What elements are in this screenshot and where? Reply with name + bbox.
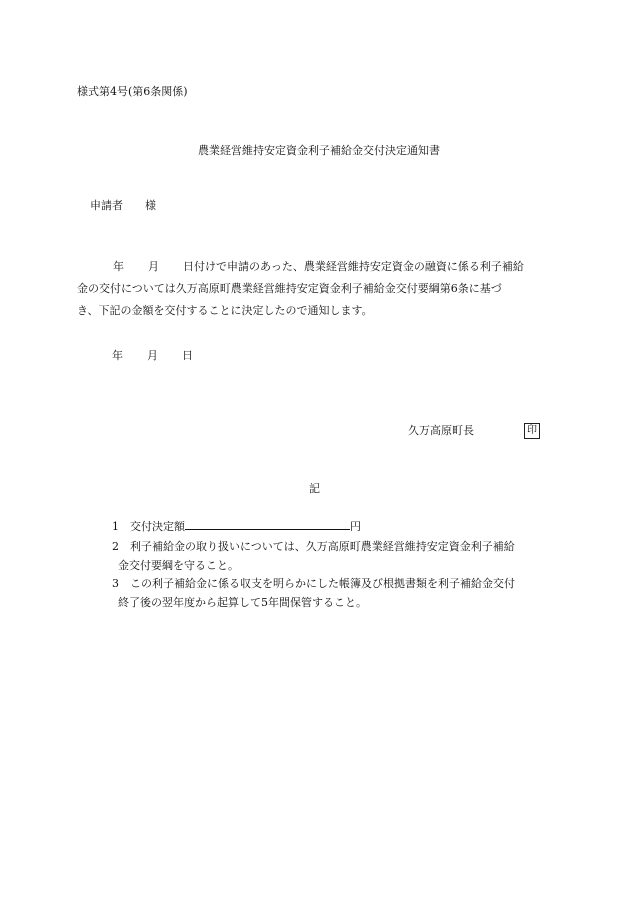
applicant-line — [90, 200, 156, 211]
item-3-line-2: 終了後の翌年度から起算して5年間保管すること。 — [118, 596, 367, 609]
item-2 — [112, 541, 515, 571]
signer-title: 久万高原町長 — [408, 424, 474, 437]
item-2-number: 2 — [112, 540, 119, 553]
item-3-line-1: この利子補給金に係る収支を明らかにした帳簿及び根拠書類を利子補給金交付 — [130, 577, 515, 590]
item-3 — [112, 578, 515, 608]
ki-heading: 記 — [309, 482, 320, 495]
item-1-label: 交付決定額 — [130, 520, 185, 533]
body-line-3: き、下記の金額を交付することに決定したので通知します。 — [77, 304, 373, 317]
body-line-1 — [77, 256, 557, 278]
amount-blank-line — [185, 519, 350, 530]
notice-date — [112, 350, 193, 361]
body-month: 月 — [148, 260, 159, 273]
date-day: 日 — [182, 349, 193, 362]
body-line-2: 金の交付については久万高原町農業経営維持安定資金利子補給金交付要綱第6条に基づ — [77, 282, 502, 295]
item-2-line-1: 利子補給金の取り扱いについては、久万高原町農業経営維持安定資金利子補給 — [130, 540, 515, 553]
body-line-1-text: 日付けで申請のあった、農業経営維持安定資金の融資に係る利子補給 — [183, 260, 524, 273]
item-1 — [112, 519, 361, 532]
document-title: 農業経営維持安定資金利子補給金交付決定通知書 — [198, 144, 440, 157]
date-month: 月 — [147, 349, 158, 362]
date-year: 年 — [112, 349, 123, 362]
seal-mark: 印 — [524, 423, 540, 439]
body-year: 年 — [113, 260, 124, 273]
item-1-unit: 円 — [350, 520, 361, 533]
form-number-label: 様式第4号(第6条関係) — [77, 85, 188, 98]
item-2-line-2: 金交付要綱を守ること。 — [118, 559, 239, 572]
applicant-label: 申請者 — [90, 199, 123, 212]
item-3-number: 3 — [112, 577, 119, 590]
applicant-honorific: 様 — [145, 199, 156, 212]
item-1-number: 1 — [112, 520, 119, 533]
notice-body — [77, 256, 557, 322]
